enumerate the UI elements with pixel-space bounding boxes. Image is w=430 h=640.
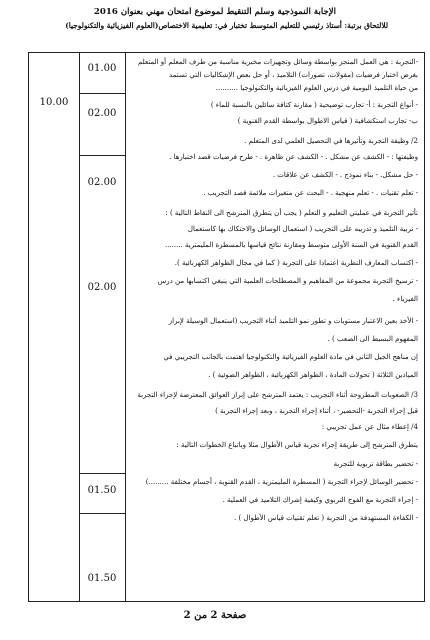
text-line: - حل مشكل. - بناء نموذج . - الكشف عن علاقات . bbox=[272, 171, 418, 179]
text-line: المفهوم البسيط الى الصعب ) . bbox=[327, 335, 418, 343]
text-line: - تربية التلميذ و تدريبه على التجريب ( استعمال الوسائل والاحتكاك بها كاستعمال bbox=[187, 225, 418, 233]
text-line: -التجربة : هي العمل المنجز بواسطة وسائل وتجهيزات مخبرية مناسبة من طرف المعلم أو المتعلم bbox=[137, 58, 418, 66]
text-line: من حياة التلميذ اليومية في درس العلوم الفيزيائية والتكنولوجيا .......... bbox=[215, 84, 418, 92]
answer-table bbox=[28, 52, 425, 602]
score-divider bbox=[79, 155, 125, 156]
score-divider bbox=[79, 513, 125, 514]
page-title: الإجابة النموذجية وسلم التنقيط لموضوع امتحان مهني بعنوان 2016 bbox=[93, 7, 337, 17]
score-cell: 01.00 bbox=[87, 63, 117, 74]
text-line: قبل إجراء التجربة -التحضير- ، أثناء إجراء التجربة ، وبعد إجراء التجربة ) bbox=[215, 407, 418, 415]
page-subtitle: للالتحاق برتبة: أستاذ رئيسي للتعليم المتوسط تختبار في: تعليمية الاختصاص(العلوم الفيزيائية والتكنولوجيا) bbox=[65, 21, 388, 30]
text-line: بغرض اختبار فرضيات (مقولات، تصورات) التلاميذ ، أو حل بعض الإشكاليات التي تستمد bbox=[169, 71, 418, 79]
text-line: الميادين الثلاثة ( تحولات المادة ، الظواهر الكهربائية ، الظواهر الضوئية ) . bbox=[208, 371, 418, 379]
text-line: - الأخذ بعين الاعتبار مستويات و تطور نمو التلميذ أثناء التجريب (استعمال الوسيلة لإبراز bbox=[168, 317, 418, 325]
text-line: وظيفتها : - الكشف عن مشكل . - الكشف عن ظاهرة . - طرح فرضيات قصد اختبارها . bbox=[169, 153, 418, 161]
score-cell: 01.50 bbox=[87, 573, 117, 584]
text-line: - اكتساب المعارف النظرية اعتمادا على التجربة ( كما في مجال الظواهر الكهربائية ). bbox=[174, 259, 418, 267]
text-line: القدم القنوية في السنة الأولى متوسط ومقارنة نتائج قياسها بالمسطرة المليمترية ........ bbox=[164, 241, 418, 249]
text-line: يتطرق المترشح إلى طريقة إجراء تجربة قياس الأطوال مثلا وباتباع الخطوات التالية : bbox=[176, 441, 418, 449]
text-line: الفيزياء . bbox=[392, 295, 418, 303]
score-cell: 02.00 bbox=[87, 177, 117, 188]
text-line: 4/ إعطاء مثال عن عمل تجريبي : bbox=[321, 423, 418, 431]
text-line: - تعلم تقنيات . - تعلم منهجية . - البحث عن متغيرات ملائمة قصد التجريب . bbox=[203, 189, 418, 197]
text-line: - الكفاءة المستهدفة من التجربة ( تعلم تقنيات قياس الأطوال ) . bbox=[234, 514, 418, 522]
score-cell: 01.50 bbox=[87, 485, 117, 496]
text-line: - ترسيخ التجربة مجموعة من المفاهيم و المصطلحات العلمية التي ينبغي اكتسابها من درس bbox=[157, 277, 418, 285]
total-score: 10.00 bbox=[39, 97, 69, 108]
score-cell: 02.00 bbox=[87, 282, 117, 293]
page-number: صفحة 2 من 2 bbox=[183, 610, 247, 621]
text-line: 2/ وظيفة التجربة وتأثيرها في التحصيل العلمي لدى المتعلم . bbox=[244, 137, 418, 145]
text-line: إن مناهج الجيل الثاني في مادة العلوم الفيزيائية والتكنولوجيا اهتمت بالجانب التجريبي في bbox=[163, 353, 418, 361]
score-cell: 02.00 bbox=[87, 108, 117, 119]
score-divider bbox=[79, 473, 125, 474]
text-line: - تحضير بطاقة تربوية للتجربة bbox=[333, 460, 418, 468]
text-line: - إجراء التجربة مع الفوج التربوي وكيفية إشراك التلاميذ في العملية . bbox=[222, 496, 418, 504]
column-divider bbox=[79, 53, 80, 601]
text-line: 3/ الصعوبات المطروحة أثناء التجريب : يعتمد المترشح على إبراز العوائق المعترضة لإجراء التجربة bbox=[137, 391, 418, 399]
score-divider bbox=[79, 93, 125, 94]
text-line: ب- تجارب استكشافية ( قياس الاطوال بواسطة القدم القنوية ) bbox=[237, 117, 418, 125]
text-line: - أنواع التجربة : أ- تجارب توضيحية ( مقارنة كتافة سائلين بالنسبة للماء ) bbox=[210, 101, 418, 109]
column-divider bbox=[125, 53, 126, 601]
text-line: - تحضير الوسائل لإجراء التجربة ( المسطرة المليمترية ، القدم القنوية ، أجسام مختلفة .........) bbox=[145, 478, 418, 486]
text-line: تأثير التجربة في عمليتي التعليم و التعلم ( يجب أن يتطرق المترشح الى النقاط التالية ) : bbox=[165, 209, 418, 217]
